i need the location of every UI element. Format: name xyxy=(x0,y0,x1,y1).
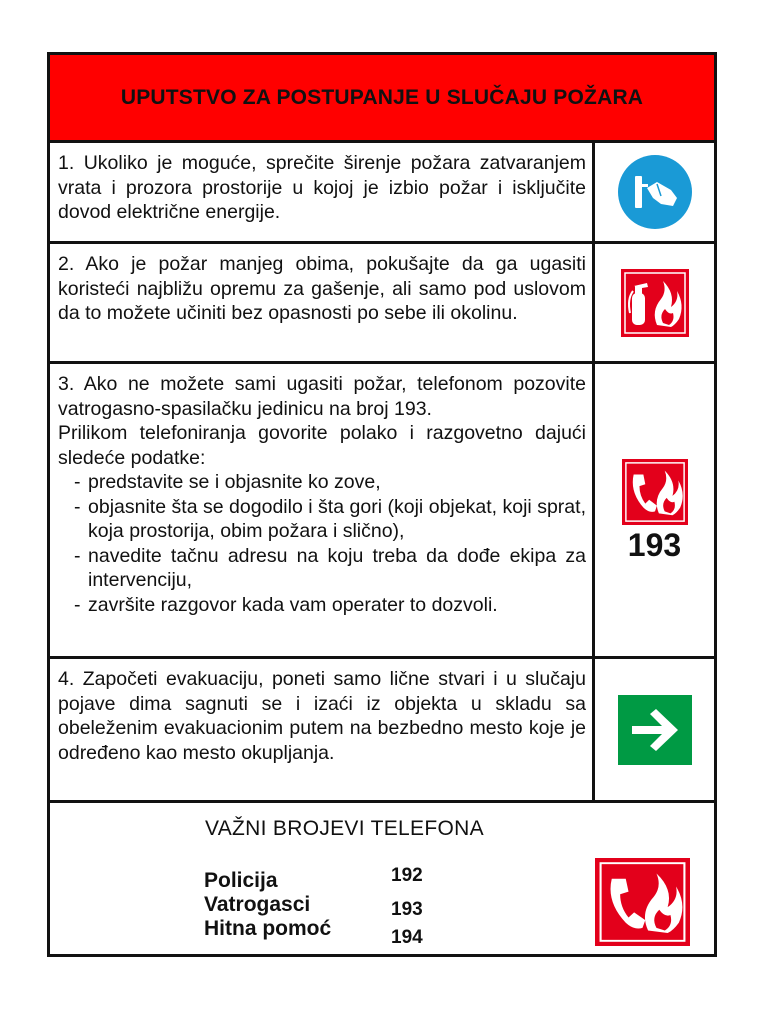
step-icon-cell xyxy=(595,143,714,241)
step-icon-cell xyxy=(595,659,714,800)
step-text-cell xyxy=(50,364,595,656)
list-item: - predstavite se i objasnite ko zove, xyxy=(74,470,586,495)
details-list xyxy=(58,470,586,617)
step-1-text: 1. Ukoliko je moguće, sprečite širenje požara zatvaranjem vrata i prozora prostorije u kojoj je izbio požar i isključite dovod električne energije. xyxy=(58,152,586,223)
step-3-intro: 3. Ako ne možete sami ugasiti požar, telefonom pozovite vatrogasno-spasilačku jedinicu na broj 193. xyxy=(58,373,586,420)
step-text-cell xyxy=(50,244,595,361)
list-item: - završite razgovor kada vam operater to dozvoli. xyxy=(74,593,586,618)
phone-entry-number: 192 xyxy=(391,865,423,886)
header-banner xyxy=(50,55,714,143)
step-row-3 xyxy=(50,364,714,659)
phone-entry-name: Policija xyxy=(204,869,278,892)
phone-entry xyxy=(204,917,464,949)
step-3-intro2: Prilikom telefoniranja govorite polako i razgovetno dajući sledeće podatke: xyxy=(58,422,586,469)
power-switch-icon xyxy=(617,154,693,230)
fire-phone-icon xyxy=(595,858,690,946)
step-row-1 xyxy=(50,143,714,244)
phone-entry-name: Hitna pomoć xyxy=(204,917,332,940)
exit-arrow-icon xyxy=(618,695,692,765)
list-item: - objasnite šta se dogodilo i šta gori (koji objekat, koji sprat, koja prostorija, obim požara i slično), xyxy=(74,495,586,544)
fire-extinguisher-icon xyxy=(621,269,689,337)
step-2-text: 2. Ako je požar manjeg obima, pokušajte da ga ugasiti koristeći najbližu opremu za gašenje, ali samo pod uslovom da to možete učiniti bez opasnosti po sebe ili okolinu. xyxy=(58,253,586,324)
phone-section-icon-cell xyxy=(595,858,690,948)
page-title: UPUTSTVO ZA POSTUPANJE U SLUČAJU POŽARA xyxy=(120,85,644,109)
phone-entry xyxy=(204,865,464,893)
step-4-text: 4. Započeti evakuaciju, poneti samo lične stvari i u slučaju pojave dima sagnuti se i izaći iz objekta u skladu sa obeleženim evakuacionim putem na bezbedno mesto koje je određeno kao mesto okupljanja. xyxy=(58,668,586,764)
step-text-cell xyxy=(50,659,595,800)
phones-heading: VAŽNI BROJEVI TELEFONA xyxy=(205,817,484,840)
emergency-number: 193 xyxy=(627,527,682,563)
phone-entry-number: 193 xyxy=(391,899,423,920)
phone-entry-name: Vatrogasci xyxy=(204,893,311,916)
list-item: - navedite tačnu adresu na koju treba da dođe ekipa za intervenciju, xyxy=(74,544,586,593)
fire-phone-icon xyxy=(622,459,688,525)
step-icon-cell xyxy=(595,244,714,361)
step-text-cell xyxy=(50,143,595,241)
phone-entry-number: 194 xyxy=(391,927,423,948)
instruction-sheet xyxy=(47,52,717,957)
phone-numbers-section xyxy=(50,803,714,954)
step-row-2 xyxy=(50,244,714,364)
step-row-4 xyxy=(50,659,714,803)
step-icon-cell xyxy=(595,364,714,656)
